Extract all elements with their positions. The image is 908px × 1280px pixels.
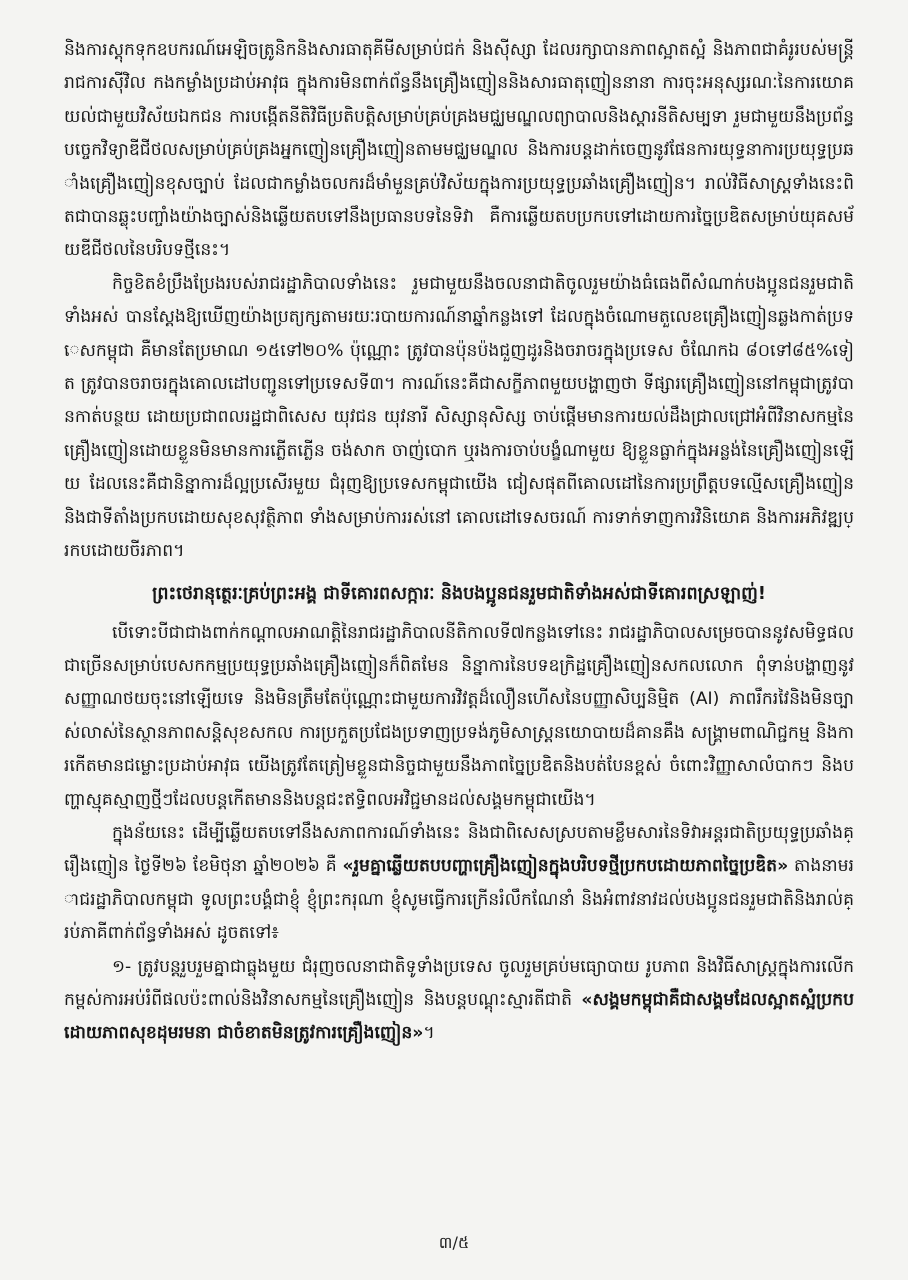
salutation-heading: ព្រះថេរានុត្ថេរៈគ្រប់ព្រះអង្គ ជាទីគោរពសក្ការៈ និងបងប្អូនជនរួមជាតិទាំងអស់ជាទីគោរពស្រឡាញ់! <box>152 583 766 604</box>
page-number: ៣/៥ <box>438 1233 470 1252</box>
paragraph-6-text-before: ១- ត្រូវបន្តរួបរួមគ្នាជាធ្លុងមួយ ជំរុញចលនាជាតិទូទាំងប្រទេស ចូលរួមគ្រប់មធ្យោបាយ រូបភាព និងវិធីសាស្ត្រក្នុងការលើកកម្ពស់ការអប់រំពីផលប៉ះពាល់និងវិនាសកម្មនៃគ្រឿងញៀន និងបន្តបណ្តុះស្មារតីជាតិ <box>64 956 854 1010</box>
national-spirit-quote: «សង្គមកម្ពុជាគឺជាសង្គមដែលស្អាតស្អំប្រកបដោយភាពសុខដុមរមនា ជាចំខាតមិនត្រូវការគ្រឿងញៀន» <box>64 989 854 1044</box>
paragraph-5 <box>64 817 854 951</box>
paragraph-2: កិច្ចខិតខំប្រឹងប្រែងរបស់រាជរដ្ឋាភិបាលទាំងនេះ រួមជាមួយនឹងចលនាជាតិចូលរួមយ៉ាងធំធេងពីសំណាក់បងប្អូនជនរួមជាតិទាំងអស់ បានស្តែងឱ្យឃើញយ៉ាងប្រត្យក្សតាមរយៈរបាយការណ៍នាឆ្នាំកន្លងទៅ ដែលក្នុងចំណោមតួលេខគ្រឿងញៀនឆ្លងកាត់ប្រទេសកម្ពុជា គឺមានតែប្រមាណ ១៥ទៅ២០% ប៉ុណ្ណោះ ត្រូវបានប៉ុនប៉ងជួញដូរនិងចរាចរក្នុងប្រទេស ចំណែកឯ ៨០ទៅ៨៥%ទៀត ត្រូវបានចរាចរក្នុងគោលដៅបញ្ជូនទៅប្រទេសទី៣។ ការណ៍នេះគឺជាសក្ខីភាពមួយបង្ហាញថា ទីផ្សារគ្រឿងញៀននៅកម្ពុជាត្រូវបានកាត់បន្ថយ ដោយប្រជាពលរដ្ឋជាពិសេស យុវជន យុវនារី សិស្សានុសិស្ស ចាប់ផ្តើមមានការយល់ដឹងជ្រាលជ្រៅអំពីវិនាសកម្មនៃគ្រឿងញៀនដោយខ្លួនមិនមានការភ្លើតភ្លើន ចង់សាក ចាញ់បោក ឬរងការចាប់បង្ខំណាមួយ ឱ្យខ្លួនធ្លាក់ក្នុងអន្លង់នៃគ្រឿងញៀនឡើយ ដែលនេះគឺជានិន្នាការដ៏ល្អប្រសើរមួយ ជំរុញឱ្យប្រទេសកម្ពុជាយើង ជៀសផុតពីគោលដៅនៃការប្រព្រឹត្តបទល្មើសគ្រឿងញៀន និងជាទីតាំងប្រកបដោយសុខសុវត្ថិភាព ទាំងសម្រាប់ការរស់នៅ គោលដៅទេសចរណ៍ ការទាក់ទាញការវិនិយោគ និងការអភិវឌ្ឍប្រកបដោយចីរភាព។ <box>64 273 854 562</box>
paragraph-5-text-before: ក្នុងន័យនេះ ដើម្បីឆ្លើយតបទៅនឹងសភាពការណ៍ទាំងនេះ និងជាពិសេសស្របតាមខ្លឹមសារនៃទិវាអន្តរជាតិប្រយុទ្ធប្រឆាំងគ្រឿងញៀន ថ្ងៃទី២៦ ខែមិថុនា ឆ្នាំ២០២៦ គឺ <box>64 822 854 877</box>
paragraph-1: និងការស្តុកទុកឧបករណ៍អេឡិចត្រូនិកនិងសារធាតុគីមីសម្រាប់ជក់ និងស៊ីស្សា ដែលរក្សាបានភាពស្អាតស្អំ និងភាពជាគំរូរបស់មន្ត្រីរាជការស៊ីវិល កងកម្លាំងប្រដាប់អាវុធ ក្នុងការមិនពាក់ព័ន្ធនឹងគ្រឿងញៀននិងសារធាតុញៀននានា ការចុះអនុស្សរណៈនៃការយោគយល់ជាមួយវិស័យឯកជន ការបង្កើតនីតិវិធីប្រតិបត្តិសម្រាប់គ្រប់គ្រងមជ្ឈមណ្ឌលព្យាបាលនិងស្តារនីតិសម្បទា រួមជាមួយនឹងប្រព័ន្ធបច្ចេកវិទ្យាឌីជីថលសម្រាប់គ្រប់គ្រងអ្នកញៀនគ្រឿងញៀនតាមមជ្ឈមណ្ឌល និងការបន្តដាក់ចេញនូវផែនការយុទ្ធនាការប្រយុទ្ធប្រឆាំងគ្រឿងញៀនខុសច្បាប់ ដែលជាកម្លាំងចលករដ៏មាំមួនគ្រប់វិស័យក្នុងការប្រយុទ្ធប្រឆាំងគ្រឿងញៀន។ រាល់វិធីសាស្ត្រទាំងនេះពិតជាបានឆ្លុះបញ្ចាំងយ៉ាងច្បាស់និងឆ្លើយតបទៅនឹងប្រធានបទនៃទិវា គឺការឆ្លើយតបប្រកបទៅដោយការច្នៃប្រឌិតសម្រាប់យុគសម័យឌីជីថលនៃបរិបទថ្មីនេះ។ <box>64 40 854 261</box>
paragraph-6-list-item-1 <box>64 951 854 1051</box>
day-theme-quote: «រួមគ្នាឆ្លើយតបបញ្ហាគ្រឿងញៀនក្នុងបរិបទថ្មីប្រកបដោយភាពច្នៃប្រឌិត» <box>342 856 789 877</box>
paragraph-5-text-after: តាងនាមរាជរដ្ឋាភិបាលកម្ពុជា ទូលព្រះបង្គំជាខ្ញុំ ខ្ញុំព្រះករុណា ខ្ញុំសូមធ្វើការក្រើនរំលឹកណែនាំ និងអំពាវនាវដល់បងប្អូនជនរួមជាតិនិងរាល់គ្រប់ភាគីពាក់ព័ន្ធទាំងអស់ ដូចតទៅ៖ <box>64 856 854 944</box>
paragraph-4: បើទោះបីជាជាងពាក់កណ្តាលអាណត្តិនៃរាជរដ្ឋាភិបាលនីតិកាលទី៧កន្លងទៅនេះ រាជរដ្ឋាភិបាលសម្រេចបាននូវសមិទ្ធផលជាច្រើនសម្រាប់បេសកកម្មប្រយុទ្ធប្រឆាំងគ្រឿងញៀនក៏ពិតមែន និន្នាការនៃបទឧក្រិដ្ឋគ្រឿងញៀនសកលលោក ពុំទាន់បង្ហាញនូវសញ្ញាណថយចុះនៅឡើយទេ និងមិនត្រឹមតែប៉ុណ្ណោះជាមួយការវិវត្តដ៏លឿនហើសនៃបញ្ញាសិប្បនិម្មិត (AI) ភាពរឹករវៃនិងមិនច្បាស់លាស់នៃស្ថានភាពសន្តិសុខសកល ការប្រកួតប្រជែងប្រទាញប្រទង់ភូមិសាស្ត្រនយោបាយដ៏គានគឹង សង្គ្រាមពាណិជ្ជកម្ម និងការកើតមានជម្លោះប្រដាប់អាវុធ យើងត្រូវតែត្រៀមខ្លួនជានិច្ចជាមួយនឹងភាពច្នៃប្រឌិតនិងបត់បែនខ្ពស់ ចំពោះវិញ្ញាសាលំបាកៗ និងបញ្ហាស្មុគស្មាញថ្មីៗដែលបន្តកើតមាននិងបន្តជះឥទ្ធិពលអវិជ្ជមានដល់សង្គមកម្ពុជាយើង។ <box>64 622 854 810</box>
paragraph-6-text-after: ។ <box>423 1023 435 1044</box>
